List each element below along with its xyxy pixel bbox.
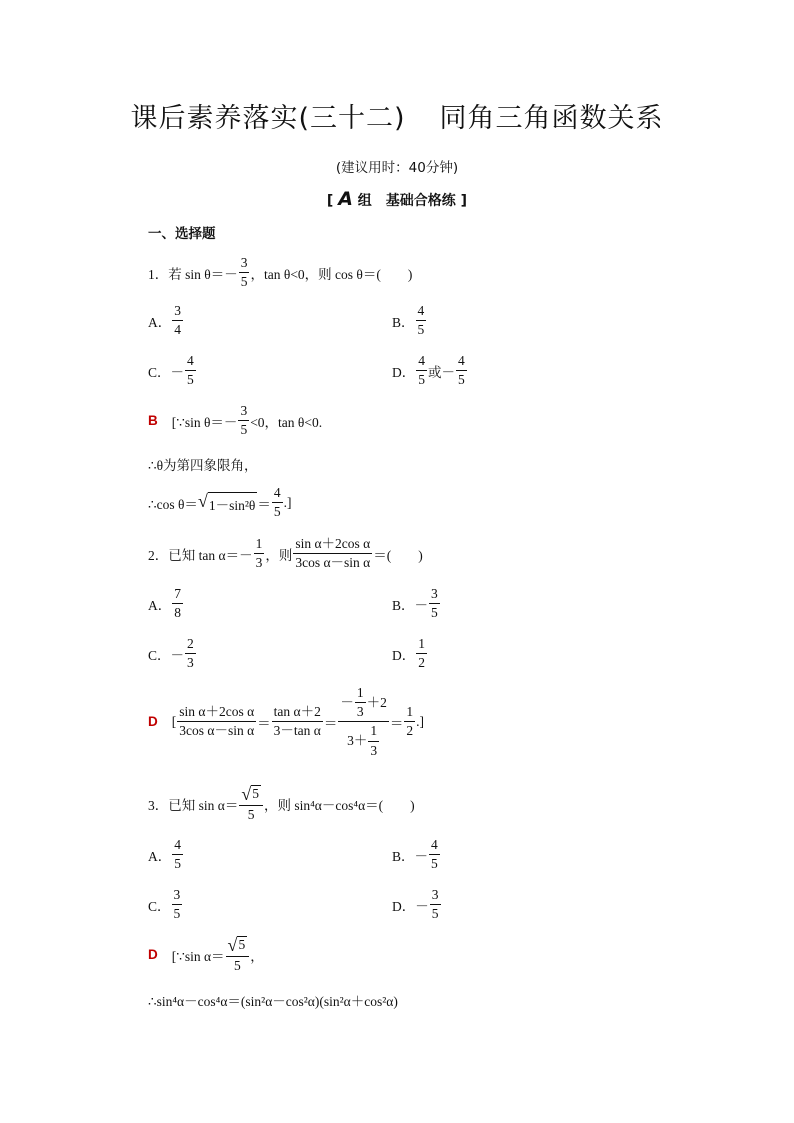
q2-option-b[interactable]: B．－ $\frac{3}{5}$ bbox=[392, 586, 438, 621]
q3-option-d[interactable]: D．－ $\frac{3}{5}$ bbox=[392, 887, 439, 922]
q1-solution: B [∵sin θ＝－ $\frac{3}{5}$ <0，tan θ<0. bbox=[148, 403, 323, 438]
group-bracket-close: ] bbox=[460, 193, 468, 209]
q1-solution-line2: ∴θ为第四象限角， bbox=[148, 458, 258, 473]
q1-option-a[interactable]: A． $\frac{3}{4}$ bbox=[148, 303, 181, 338]
sqrt-expression: √ 5 bbox=[241, 784, 259, 804]
complex-fraction: － $\frac{1}{3}$ ＋2 3＋ $\frac{1}{3}$ bbox=[340, 685, 387, 758]
title-topic: 同角三角函数关系 bbox=[439, 103, 664, 134]
group-letter: A bbox=[338, 188, 353, 210]
q1-stem bbox=[148, 256, 412, 289]
fraction: $\frac{3}{5}$ bbox=[240, 255, 248, 290]
q2-stem: 2．已知 tan α＝－ $\frac{1}{3}$ ，则 $\frac{\text{sin α＋2cos α}}{\text{3cos α－sin α}}$ ＝( ) bbox=[148, 536, 423, 571]
q3-option-b[interactable]: B．－ $\frac{4}{5}$ bbox=[392, 837, 438, 872]
q1-option-d[interactable]: D． $\frac{4}{5}$ 或－ $\frac{4}{5}$ bbox=[392, 353, 465, 388]
section-label: 一、选择题 bbox=[148, 226, 216, 242]
q1-suffix: ，tan θ<0，则 cos θ＝( ) bbox=[250, 266, 413, 282]
answer-badge: B bbox=[148, 413, 158, 429]
answer-badge: D bbox=[148, 947, 158, 963]
title-main: 课后素养落实(三十二) bbox=[130, 103, 406, 134]
q3-option-c[interactable]: C． $\frac{3}{5}$ bbox=[148, 887, 181, 922]
q2-option-c[interactable]: C．－ $\frac{2}{3}$ bbox=[148, 636, 194, 671]
q2-option-a[interactable]: A． $\frac{7}{8}$ bbox=[148, 586, 181, 621]
q3-solution: D [∵sin α＝ √ 5 5 ， bbox=[148, 935, 264, 974]
q1-prefix: 1．若 sin θ＝－ bbox=[148, 266, 238, 282]
time-note: (建议用时：40分钟) bbox=[335, 160, 459, 176]
q2-solution: D [ $\frac{\text{sin α＋2cos α}}{\text{3cos α－sin α}}$ ＝ $\frac{\text{tan α＋2}}{\text{3－tan α}}$ ＝ － $\frac{1}{3}$ ＋2 3＋ $\frac{1}{3}$ ＝ $\frac{1}{2}$ .] bbox=[148, 685, 424, 758]
group-label: 组 基础合格练 bbox=[357, 193, 456, 209]
sqrt-expression: √ 5 bbox=[227, 935, 246, 955]
q3-solution-line2: ∴sin⁴α－cos⁴α＝(sin²α－cos²α)(sin²α＋cos²α) bbox=[148, 994, 398, 1009]
q2-option-d[interactable]: D． $\frac{1}{2}$ bbox=[392, 636, 425, 671]
q1-option-c[interactable]: C．－ $\frac{4}{5}$ bbox=[148, 353, 194, 388]
q1-option-b[interactable]: B． $\frac{4}{5}$ bbox=[392, 303, 425, 338]
q3-option-a[interactable]: A． $\frac{4}{5}$ bbox=[148, 837, 181, 872]
sqrt-expression: √ 1－sin²θ bbox=[197, 490, 256, 513]
group-bracket-open: [ bbox=[326, 193, 334, 209]
q1-solution-line3: ∴cos θ＝ √ 1－sin²θ ＝ $\frac{4}{5}$ .] bbox=[148, 485, 292, 520]
group-heading bbox=[0, 188, 794, 210]
q3-stem: 3．已知 sin α＝ √ 5 5 ，则 sin⁴α－cos⁴α＝( ) bbox=[148, 784, 415, 823]
answer-badge: D bbox=[148, 714, 158, 730]
page-title bbox=[0, 96, 794, 135]
